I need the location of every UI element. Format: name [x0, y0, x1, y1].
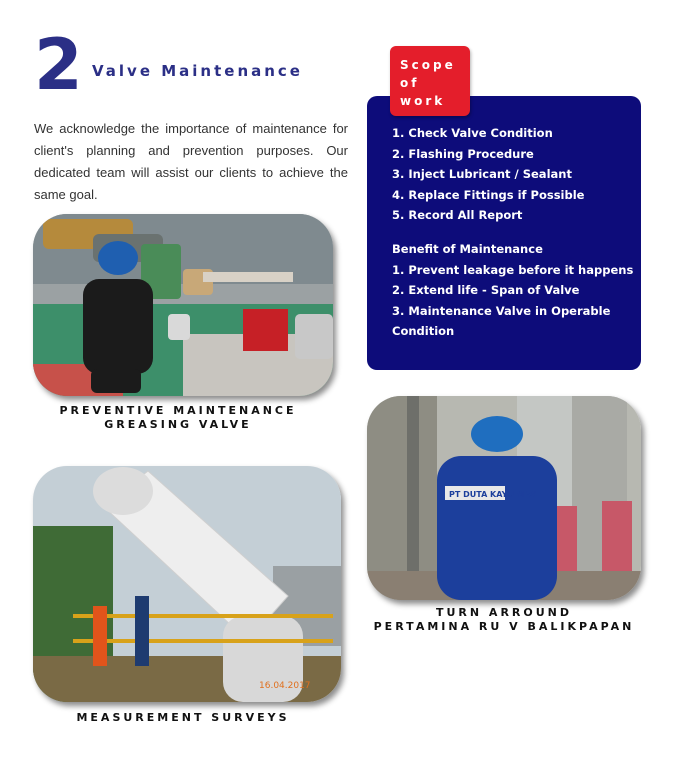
- caption-turn-around-line2: PERTAMINA RU V BALIKPAPAN: [373, 620, 635, 633]
- benefit-heading: Benefit of Maintenance: [392, 242, 543, 256]
- benefit-item: 1. Prevent leakage before it happens: [392, 262, 634, 277]
- scope-item: 5. Record All Report: [392, 208, 523, 222]
- section-number: 2: [34, 24, 81, 106]
- photo-date-stamp: 16.04.2017: [259, 681, 311, 691]
- benefit-section: [392, 239, 637, 342]
- caption-measurement-surveys: MEASUREMENT SURVEYS: [76, 711, 290, 724]
- benefit-list: [392, 260, 637, 342]
- benefit-item: 3. Maintenance Valve in Operable Condition: [392, 303, 611, 338]
- scope-list: [392, 123, 584, 226]
- scope-item: 4. Replace Fittings if Possible: [392, 187, 585, 202]
- scope-item: 3. Inject Lubricant / Sealant: [392, 167, 572, 181]
- greasing-valve-illustration: [33, 214, 333, 396]
- scope-item: 2. Flashing Procedure: [392, 146, 534, 161]
- section-title: Valve Maintenance: [92, 62, 303, 80]
- caption-greasing-line1: PREVENTIVE MAINTENANCE: [59, 404, 297, 417]
- caption-greasing-line2: GREASING VALVE: [104, 418, 252, 431]
- worker-logo-text: PT DUTA KAYU MAS: [449, 490, 537, 499]
- caption-turn-around-line1: TURN ARROUND: [435, 606, 572, 619]
- caption-greasing: [33, 404, 323, 432]
- photo-turn-around: [367, 396, 641, 600]
- scope-of-work-label: Scope of work: [400, 58, 456, 108]
- intro-paragraph: We acknowledge the importance of maintenance for client's planning and prevention purposes. Our dedicated team will assist our clients to achieve the same goal.: [34, 121, 348, 202]
- photo-greasing-valve: [33, 214, 333, 396]
- scope-item: 1. Check Valve Condition: [392, 126, 553, 140]
- turn-around-illustration: [367, 396, 641, 600]
- caption-turn-around: [362, 606, 646, 634]
- benefit-item: 2. Extend life - Span of Valve: [392, 283, 580, 297]
- scope-panel: [367, 96, 641, 370]
- photo-measurement-surveys: [33, 466, 341, 702]
- scope-of-work-tab: [390, 46, 470, 116]
- measurement-surveys-illustration: [33, 466, 341, 702]
